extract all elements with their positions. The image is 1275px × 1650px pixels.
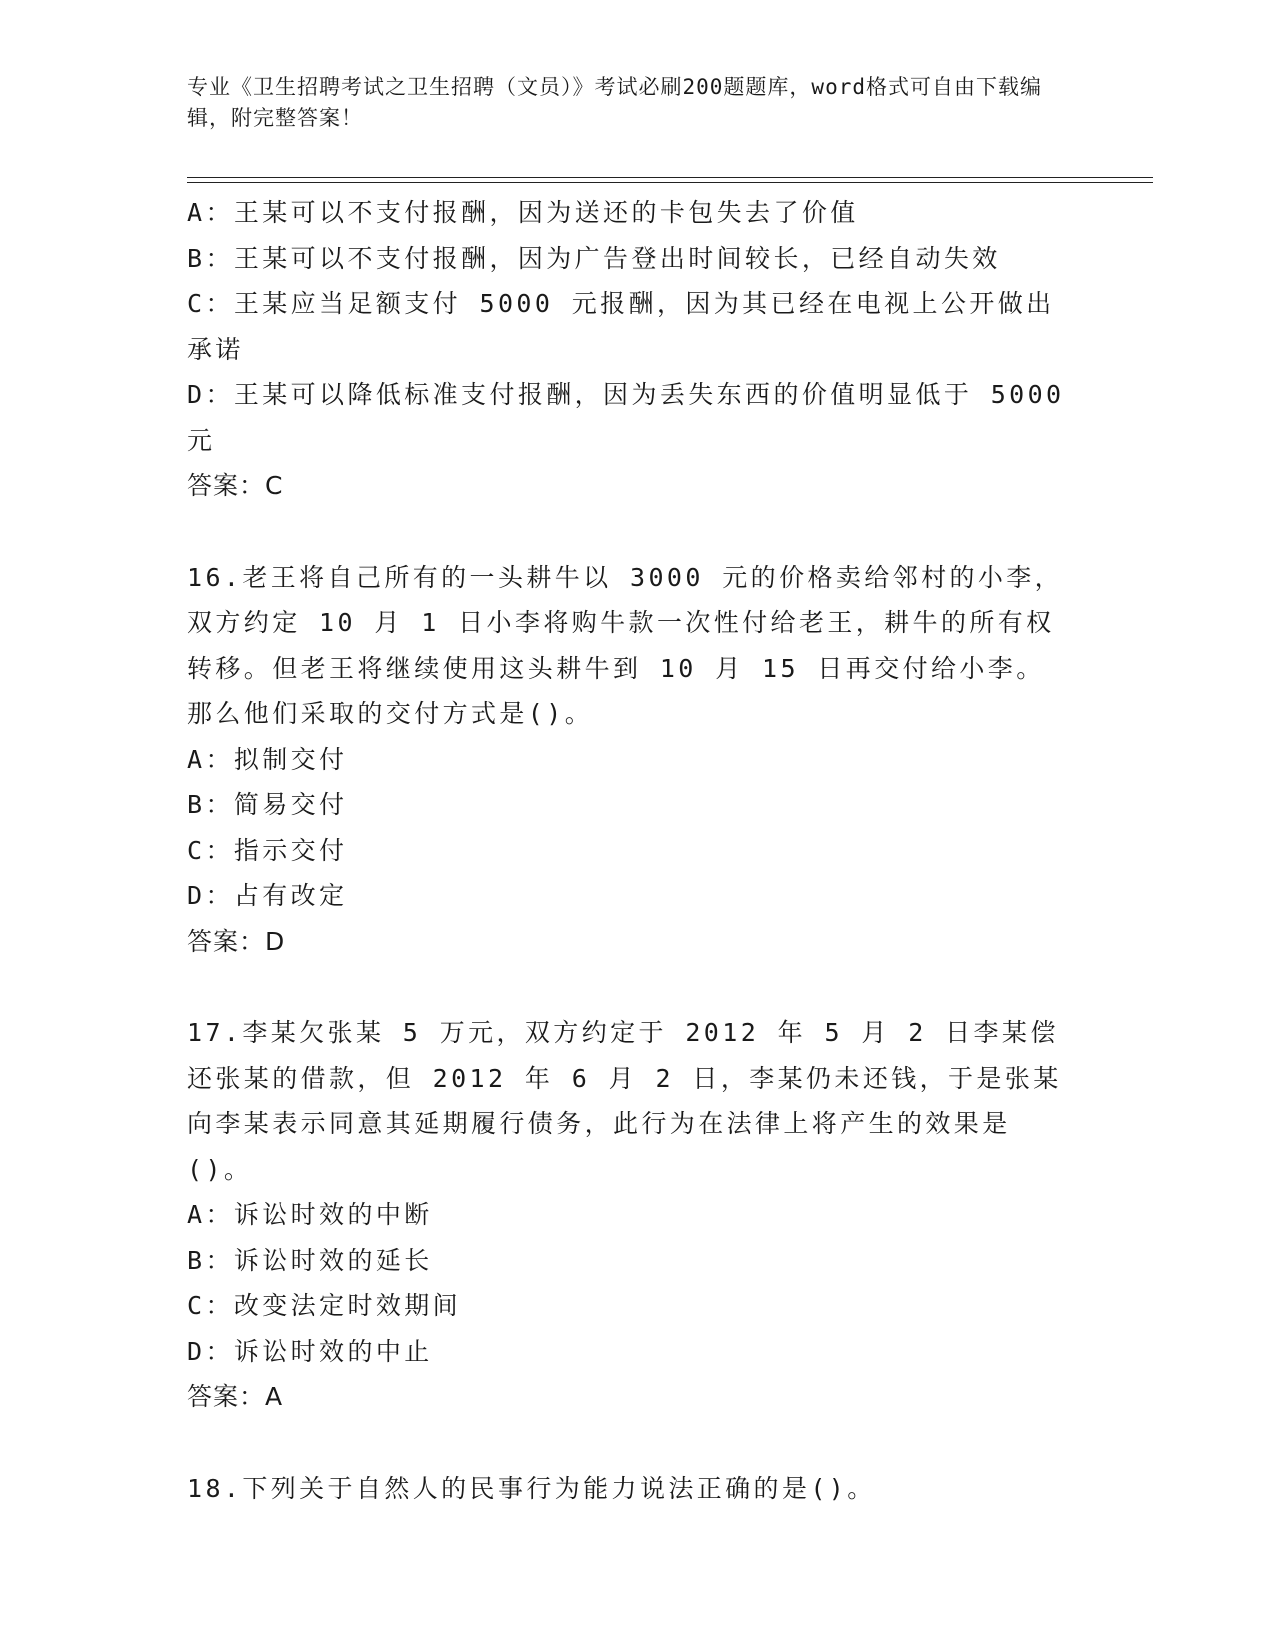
question-15-block (187, 190, 1067, 509)
option-b: B：诉讼时效的延长 (187, 1245, 433, 1275)
question-text: 17.李某欠张某 5 万元，双方约定于 2012 年 5 月 2 日李某偿还张某的借款，但 2012 年 6 月 2 日，李某仍未还钱，于是张某向李某表示同意其延期履行债务，此行为在法律上将产生的效果是()。 (187, 1018, 1062, 1184)
question-content (187, 190, 1067, 1511)
question-16-block (187, 555, 1067, 965)
option-c: C：王某应当足额支付 5000 元报酬，因为其已经在电视上公开做出承诺 (187, 289, 1055, 364)
option-a: A：诉讼时效的中断 (187, 1200, 433, 1229)
option-b: B：简易交付 (187, 790, 348, 819)
option-a: A：王某可以不支付报酬，因为送还的卡包失去了价值 (187, 198, 859, 227)
spacer (187, 1420, 1067, 1466)
answer: 答案：C (187, 471, 284, 500)
option-a: A：拟制交付 (187, 744, 348, 774)
answer: 答案：A (187, 1382, 284, 1411)
option-d: D：诉讼时效的中止 (187, 1336, 433, 1366)
question-18-block (187, 1466, 1067, 1512)
option-d: D：占有改定 (187, 881, 348, 910)
question-text: 16.老王将自己所有的一头耕牛以 3000 元的价格卖给邻村的小李，双方约定 10 月 1 日小李将购牛款一次性付给老王，耕牛的所有权转移。但老王将继续使用这头耕牛到 10 月 15 日再交付给小李。那么他们采取的交付方式是()。 (187, 562, 1064, 728)
answer: 答案：D (187, 926, 286, 956)
option-c: C：指示交付 (187, 835, 348, 865)
question-17-block (187, 1010, 1067, 1420)
spacer (187, 964, 1067, 1010)
question-text: 18.下列关于自然人的民事行为能力说法正确的是()。 (187, 1473, 876, 1503)
option-c: C：改变法定时效期间 (187, 1291, 462, 1320)
option-b: B：王某可以不支付报酬，因为广告登出时间较长，已经自动失效 (187, 243, 1001, 273)
header-divider-top (187, 177, 1153, 178)
document-header: 专业《卫生招聘考试之卫生招聘（文员）》考试必刷200题题库，word格式可自由下载编辑，附完整答案！ (187, 75, 1042, 130)
header-divider-bottom (187, 182, 1153, 183)
option-d: D：王某可以降低标准支付报酬，因为丢失东西的价值明显低于 5000 元 (187, 380, 1065, 455)
spacer (187, 509, 1067, 555)
